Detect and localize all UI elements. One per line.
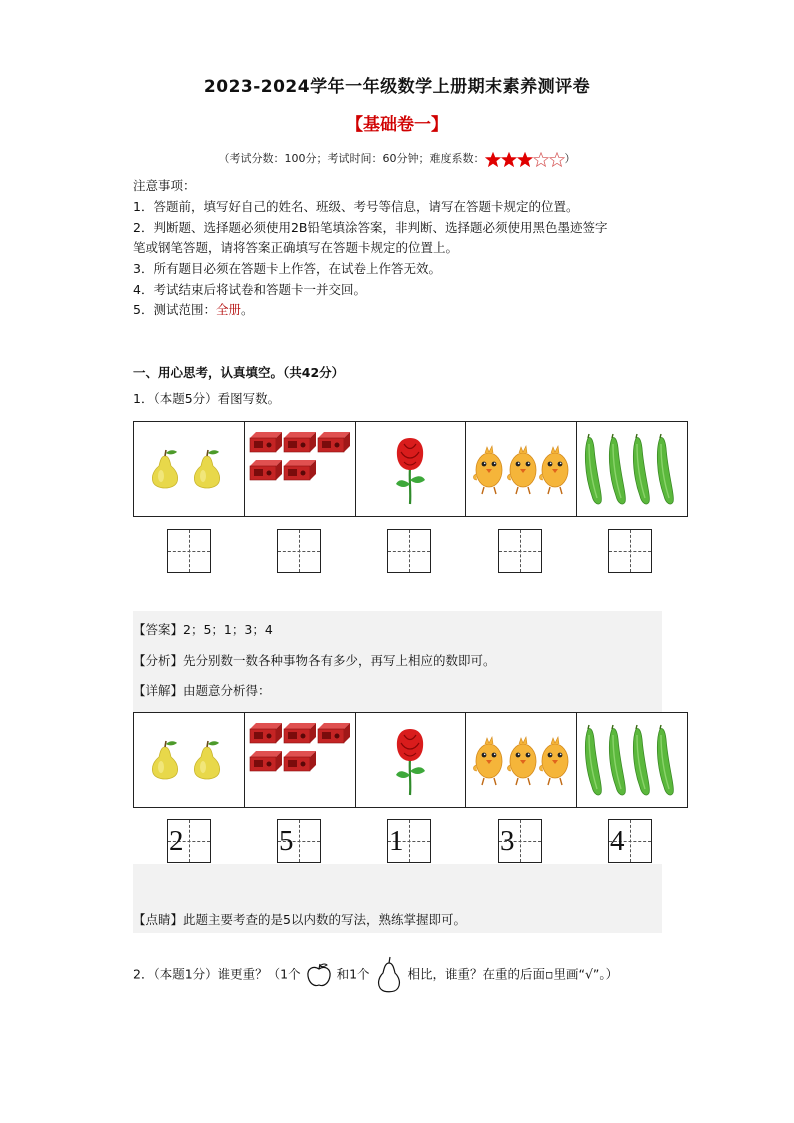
comment-label: 【点睛】 xyxy=(133,912,184,927)
note-item: 2．判断题、选择题必须使用2B铅笔填涂答案，非判断、选择题必须使用黑色墨迹签字 xyxy=(133,220,608,235)
question-1-text: 1．（本题5分）看图写数。 xyxy=(133,391,281,406)
picture-cell-cucumbers xyxy=(577,713,687,807)
rose-item xyxy=(396,438,425,504)
analysis-label: 【分析】 xyxy=(133,653,184,668)
answer-box-empty[interactable] xyxy=(498,529,542,573)
picture-cell-pears xyxy=(134,713,245,807)
scope-label: 5．测试范围： xyxy=(133,302,216,317)
question-2-text xyxy=(133,955,618,995)
answer-digit: 5 xyxy=(279,825,294,857)
question-1-picture-row xyxy=(133,421,688,517)
scope-end: 。 xyxy=(240,302,254,317)
cucumber-item xyxy=(633,725,649,795)
answer-box-filled xyxy=(167,819,211,863)
chick-picture xyxy=(469,717,573,803)
q2-text-a: 2．（本题1分）谁更重？（1个 xyxy=(133,966,301,982)
answer-box-empty[interactable] xyxy=(608,529,652,573)
sharpener-item xyxy=(284,432,316,452)
star-filled-icon xyxy=(517,152,533,167)
cucumber-picture xyxy=(580,717,684,803)
answer-box-empty[interactable] xyxy=(167,529,211,573)
pear-item xyxy=(194,450,219,488)
comment-line xyxy=(133,910,466,928)
sharpener-item xyxy=(250,751,282,771)
section-1-title: 一、用心思考，认真填空。（共42分） xyxy=(133,365,345,380)
sharpener-item xyxy=(250,460,282,480)
rose-item xyxy=(396,729,425,795)
picture-cell-sharpeners xyxy=(245,713,356,807)
q2-text-c: 相比，谁重？在重的后面▫里画“√”。） xyxy=(407,966,619,982)
chick-item xyxy=(540,446,569,494)
note-item: 3．所有题目必须在答题卡上作答，在试卷上作答无效。 xyxy=(133,261,441,276)
answer-box-filled xyxy=(608,819,652,863)
notes-heading: 注意事项： xyxy=(133,178,196,193)
cucumber-item xyxy=(633,434,649,504)
picture-cell-pears xyxy=(134,422,245,516)
cucumber-item xyxy=(585,434,601,504)
chick-item xyxy=(508,737,537,785)
cucumber-item xyxy=(609,434,625,504)
answer-label: 【答案】 xyxy=(133,622,184,637)
cucumber-item xyxy=(657,434,673,504)
rose-picture xyxy=(358,426,462,512)
answer-box-filled xyxy=(498,819,542,863)
sharpener-item xyxy=(318,723,350,743)
page-subtitle: 【基础卷一】 xyxy=(346,115,448,135)
pear-item xyxy=(152,450,177,488)
chick-item xyxy=(474,737,503,785)
pear-item xyxy=(194,741,219,779)
answer-box-empty[interactable] xyxy=(387,529,431,573)
sharpener-picture xyxy=(248,717,352,803)
detail-label: 【详解】 xyxy=(133,683,184,698)
sharpener-item xyxy=(250,723,282,743)
cucumber-item xyxy=(585,725,601,795)
note-item: 1．答题前，填写好自己的姓名、班级、考号等信息，请写在答题卡规定的位置。 xyxy=(133,199,579,214)
sharpener-item xyxy=(318,432,350,452)
star-empty-icon xyxy=(549,152,565,167)
exam-meta-end: ） xyxy=(564,152,576,165)
difficulty-stars xyxy=(485,152,565,167)
sharpener-item xyxy=(250,432,282,452)
scope-value: 全册 xyxy=(215,302,241,317)
analysis-line xyxy=(133,651,496,669)
pear-item xyxy=(152,741,177,779)
analysis-text: 先分别数一数各种事物各有多少，再写上相应的数即可。 xyxy=(183,653,496,668)
answer-text: 2；5；1；3；4 xyxy=(183,622,273,637)
page-title: 2023-2024学年一年级数学上册期末素养测评卷 xyxy=(203,77,591,97)
answer-digit: 4 xyxy=(610,825,625,857)
exam-meta xyxy=(0,150,794,167)
answer-box-empty[interactable] xyxy=(277,529,321,573)
picture-cell-chicks xyxy=(466,422,577,516)
pear-picture xyxy=(137,426,241,512)
sharpener-picture xyxy=(248,426,352,512)
sharpener-item xyxy=(284,460,316,480)
chick-item xyxy=(540,737,569,785)
pear-outline-icon xyxy=(374,955,404,995)
answer-digit: 1 xyxy=(389,825,404,857)
picture-cell-cucumbers xyxy=(577,422,687,516)
answer-digit: 2 xyxy=(169,825,184,857)
picture-cell-chicks xyxy=(466,713,577,807)
star-filled-icon xyxy=(485,152,501,167)
picture-cell-sharpeners xyxy=(245,422,356,516)
detail-text: 由题意分析得： xyxy=(183,683,271,698)
exam-meta-text: （考试分数：100分；考试时间：60分钟；难度系数： xyxy=(218,152,485,165)
cucumber-item xyxy=(609,725,625,795)
picture-cell-rose xyxy=(356,422,467,516)
pear-picture xyxy=(137,717,241,803)
detail-line xyxy=(133,681,271,699)
answer-digit: 3 xyxy=(500,825,515,857)
sharpener-item xyxy=(284,723,316,743)
answer-box-filled xyxy=(387,819,431,863)
cucumber-picture xyxy=(580,426,684,512)
chick-item xyxy=(474,446,503,494)
note-item: 笔或钢笔答题，请将答案正确填写在答题卡规定的位置上。 xyxy=(133,240,459,255)
star-empty-icon xyxy=(533,152,549,167)
picture-cell-rose xyxy=(356,713,467,807)
rose-picture xyxy=(358,717,462,803)
sharpener-item xyxy=(284,751,316,771)
chick-item xyxy=(508,446,537,494)
cucumber-item xyxy=(657,725,673,795)
star-filled-icon xyxy=(501,152,517,167)
chick-picture xyxy=(469,426,573,512)
answer-box-filled xyxy=(277,819,321,863)
comment-text: 此题主要考查的是5以内数的写法，熟练掌握即可。 xyxy=(183,912,466,927)
answer-line xyxy=(133,620,273,638)
note-item: 4．考试结束后将试卷和答题卡一并交回。 xyxy=(133,282,366,297)
apple-icon xyxy=(305,961,333,989)
q2-text-b: 和1个 xyxy=(336,966,370,982)
detail-picture-row xyxy=(133,712,688,808)
note-scope xyxy=(133,300,254,321)
